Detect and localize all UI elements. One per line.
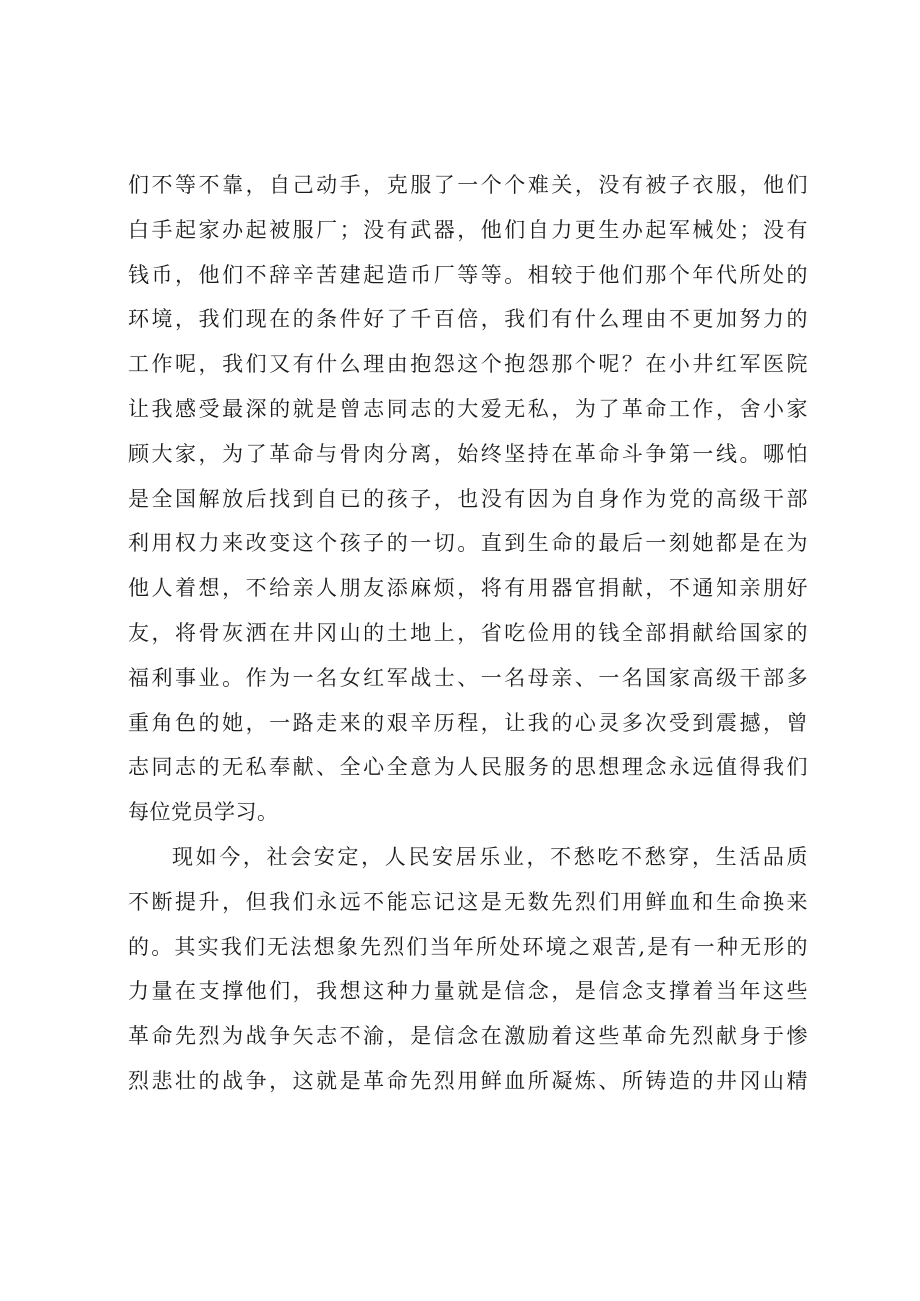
paragraph-line: 烈悲壮的战争，这就是革命先烈用鲜血所凝炼、所铸造的井冈山精 xyxy=(128,1068,808,1093)
paragraph-line: 现如今，社会安定，人民安居乐业，不愁吃不愁穿，生活品质 xyxy=(172,844,808,869)
paragraph-line: 福利事业。作为一名女红军战士、一名母亲、一名国家高级干部多 xyxy=(128,665,808,690)
paragraph-line: 环境，我们现在的条件好了千百倍，我们有什么理由不更加努力的 xyxy=(128,307,808,332)
paragraph-line: 重角色的她，一路走来的艰辛历程，让我的心灵多次受到震撼，曾 xyxy=(128,710,808,735)
paragraph-line: 的。其实我们无法想象先烈们当年所处环境之艰苦,是有一种无形的 xyxy=(128,934,808,959)
paragraph-line: 他人着想，不给亲人朋友添麻烦，将有用器官捐献，不通知亲朋好 xyxy=(128,576,808,601)
paragraph-line: 每位党员学习。 xyxy=(128,800,279,825)
paragraph-line: 友，将骨灰洒在井冈山的土地上，省吃俭用的钱全部捐献给国家的 xyxy=(128,620,808,645)
paragraph-line: 利用权力来改变这个孩子的一切。直到生命的最后一刻她都是在为 xyxy=(128,531,808,556)
paragraph-line: 革命先烈为战争矢志不渝，是信念在激励着这些革命先烈献身于惨 xyxy=(128,1024,808,1049)
paragraph-2 xyxy=(128,835,808,1104)
paragraph-line: 们不等不靠，自己动手，克服了一个个难关，没有被子衣服，他们 xyxy=(128,173,808,197)
paragraph-line: 不断提升，但我们永远不能忘记这是无数先烈们用鲜血和生命换来 xyxy=(128,889,808,914)
document-body xyxy=(128,163,808,1104)
paragraph-line: 钱币，他们不辞辛苦建起造币厂等等。相较于他们那个年代所处的 xyxy=(128,262,808,287)
paragraph-line: 志同志的无私奉献、全心全意为人民服务的思想理念永远值得我们 xyxy=(128,755,808,780)
paragraph-line: 让我感受最深的就是曾志同志的大爱无私，为了革命工作，舍小家 xyxy=(128,396,808,421)
paragraph-line: 顾大家，为了革命与骨肉分离，始终坚持在革命斗争第一线。哪怕 xyxy=(128,441,808,466)
paragraph-1 xyxy=(128,163,808,835)
paragraph-line: 工作呢，我们又有什么理由抱怨这个抱怨那个呢？在小井红军医院 xyxy=(128,352,808,377)
paragraph-line: 是全国解放后找到自已的孩子，也没有因为自身作为党的高级干部 xyxy=(128,486,808,511)
paragraph-line: 力量在支撑他们，我想这种力量就是信念，是信念支撑着当年这些 xyxy=(128,979,808,1004)
paragraph-line: 白手起家办起被服厂；没有武器，他们自力更生办起军械处；没有 xyxy=(128,217,808,242)
